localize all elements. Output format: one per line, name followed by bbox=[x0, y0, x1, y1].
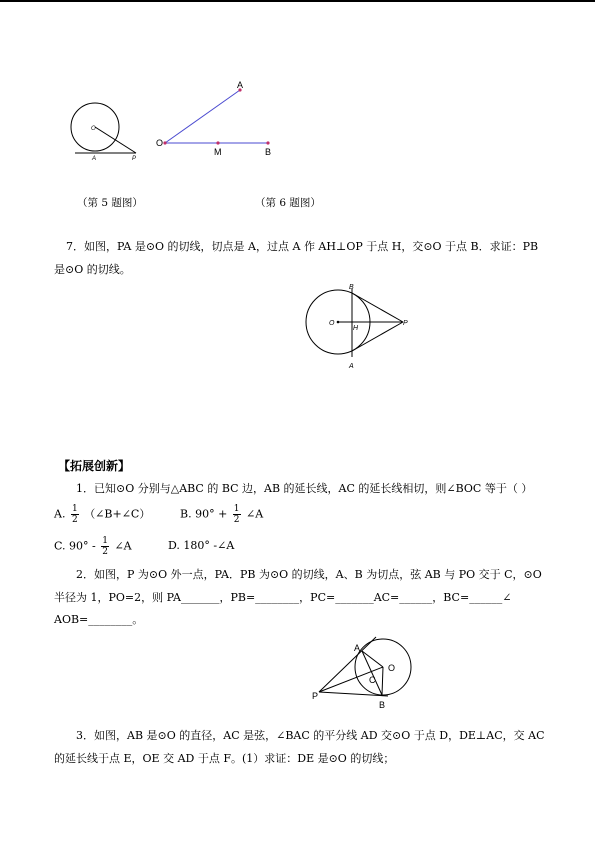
ext2-label-b: B bbox=[379, 700, 386, 710]
fig6-label-o: O bbox=[156, 138, 164, 148]
ext2-line3: AOB=________。 bbox=[54, 613, 144, 626]
ext1-option-b-prefix: B. 90° + bbox=[180, 507, 228, 521]
ext1-option-b-fraction bbox=[233, 504, 241, 525]
fig6-caption: （第 6 题图） bbox=[255, 197, 321, 209]
figure-5 bbox=[70, 100, 142, 162]
fig6-label-b: B bbox=[265, 147, 272, 157]
ext1-option-a-fraction bbox=[71, 504, 79, 525]
fig7-tangent-pb bbox=[352, 293, 403, 322]
ext2-line2: 半径为 1，PO=2，则 PA_______，PB=________，PC=_______AC=______，BC=______∠ bbox=[54, 591, 512, 604]
fig6-point-o bbox=[163, 141, 166, 144]
ext2-label-c: C bbox=[369, 675, 376, 685]
ext3-line1: 3．如图，AB 是⊙O 的直径，AC 是弦，∠BAC 的平分线 AD 交⊙O 于点 D，DE⊥AC，交 AC bbox=[76, 729, 545, 742]
ext2-tangent-pa bbox=[319, 637, 376, 692]
fig6-point-m bbox=[216, 141, 219, 144]
page-top-rule bbox=[0, 0, 595, 2]
ext2-line1: 2．如图，P 为⊙O 外一点，PA．PB 为⊙O 的切线，A、B 为切点，弦 AB 与 PO 交于 C，⊙O bbox=[76, 568, 542, 581]
figure-q7 bbox=[300, 280, 412, 372]
ext1-option-c-fraction bbox=[101, 536, 109, 557]
ext1-option-c-prefix: C. 90° - bbox=[54, 539, 96, 553]
figure-6 bbox=[155, 78, 280, 160]
fig7-label-b: B bbox=[349, 284, 354, 291]
frac-den: 2 bbox=[102, 547, 108, 557]
fig7-label-a: A bbox=[349, 363, 354, 370]
ext1-option-b-suffix: ∠A bbox=[246, 507, 264, 521]
fig5-label-p: P bbox=[132, 156, 137, 162]
fig7-tangent-pa bbox=[352, 322, 403, 351]
frac-num: 1 bbox=[71, 504, 78, 514]
fig5-op-line bbox=[95, 127, 136, 153]
fig6-label-m: M bbox=[214, 147, 222, 157]
fig5-label-a: A bbox=[92, 156, 97, 162]
ext2-label-p: P bbox=[312, 691, 319, 701]
ext2-label-o: O bbox=[388, 663, 396, 673]
figure-ext2 bbox=[310, 633, 422, 711]
ext1-option-a-prefix: A. bbox=[54, 507, 66, 521]
section-title: 【拓展创新】 bbox=[58, 459, 131, 473]
frac-num: 1 bbox=[102, 536, 108, 546]
fig7-label-o: O bbox=[329, 320, 335, 327]
fig5-label-o: O bbox=[91, 126, 96, 132]
fig6-label-a: A bbox=[237, 80, 244, 90]
frac-den: 2 bbox=[71, 515, 78, 525]
frac-den: 2 bbox=[233, 515, 240, 525]
ext1-option-c-suffix: ∠A bbox=[114, 539, 132, 553]
ext1-option-c bbox=[54, 536, 132, 557]
fig6-ray-oa bbox=[165, 90, 240, 143]
ext3-line2: 的延长线于点 E，OE 交 AD 于点 F。(1）求证：DE 是⊙O 的切线； bbox=[54, 752, 395, 765]
fig7-label-h: H bbox=[353, 325, 359, 332]
fig5-caption: （第 5 题图） bbox=[77, 197, 143, 209]
ext1-option-a-suffix: （∠B+∠C） bbox=[84, 507, 151, 521]
ext2-label-a: A bbox=[354, 643, 361, 653]
ext1-option-d: D. 180° -∠A bbox=[168, 539, 235, 552]
frac-num: 1 bbox=[233, 504, 240, 514]
ext1-option-b bbox=[180, 504, 263, 525]
ext2-radius-ob bbox=[382, 667, 383, 695]
fig6-point-b bbox=[266, 141, 269, 144]
fig7-center-dot bbox=[337, 321, 340, 324]
ext1-option-a bbox=[54, 504, 150, 525]
q7-line2: 是⊙O 的切线。 bbox=[54, 263, 131, 276]
fig7-label-p: P bbox=[403, 320, 408, 327]
q7-line1: 7．如图，PA 是⊙O 的切线，切点是 A，过点 A 作 AH⊥OP 于点 H，交⊙O 于点 B．求证：PB bbox=[66, 240, 539, 253]
ext1-stem: 1．已知⊙O 分别与△ABC 的 BC 边，AB 的延长线，AC 的延长线相切，则∠BOC 等于（ ） bbox=[76, 482, 533, 495]
